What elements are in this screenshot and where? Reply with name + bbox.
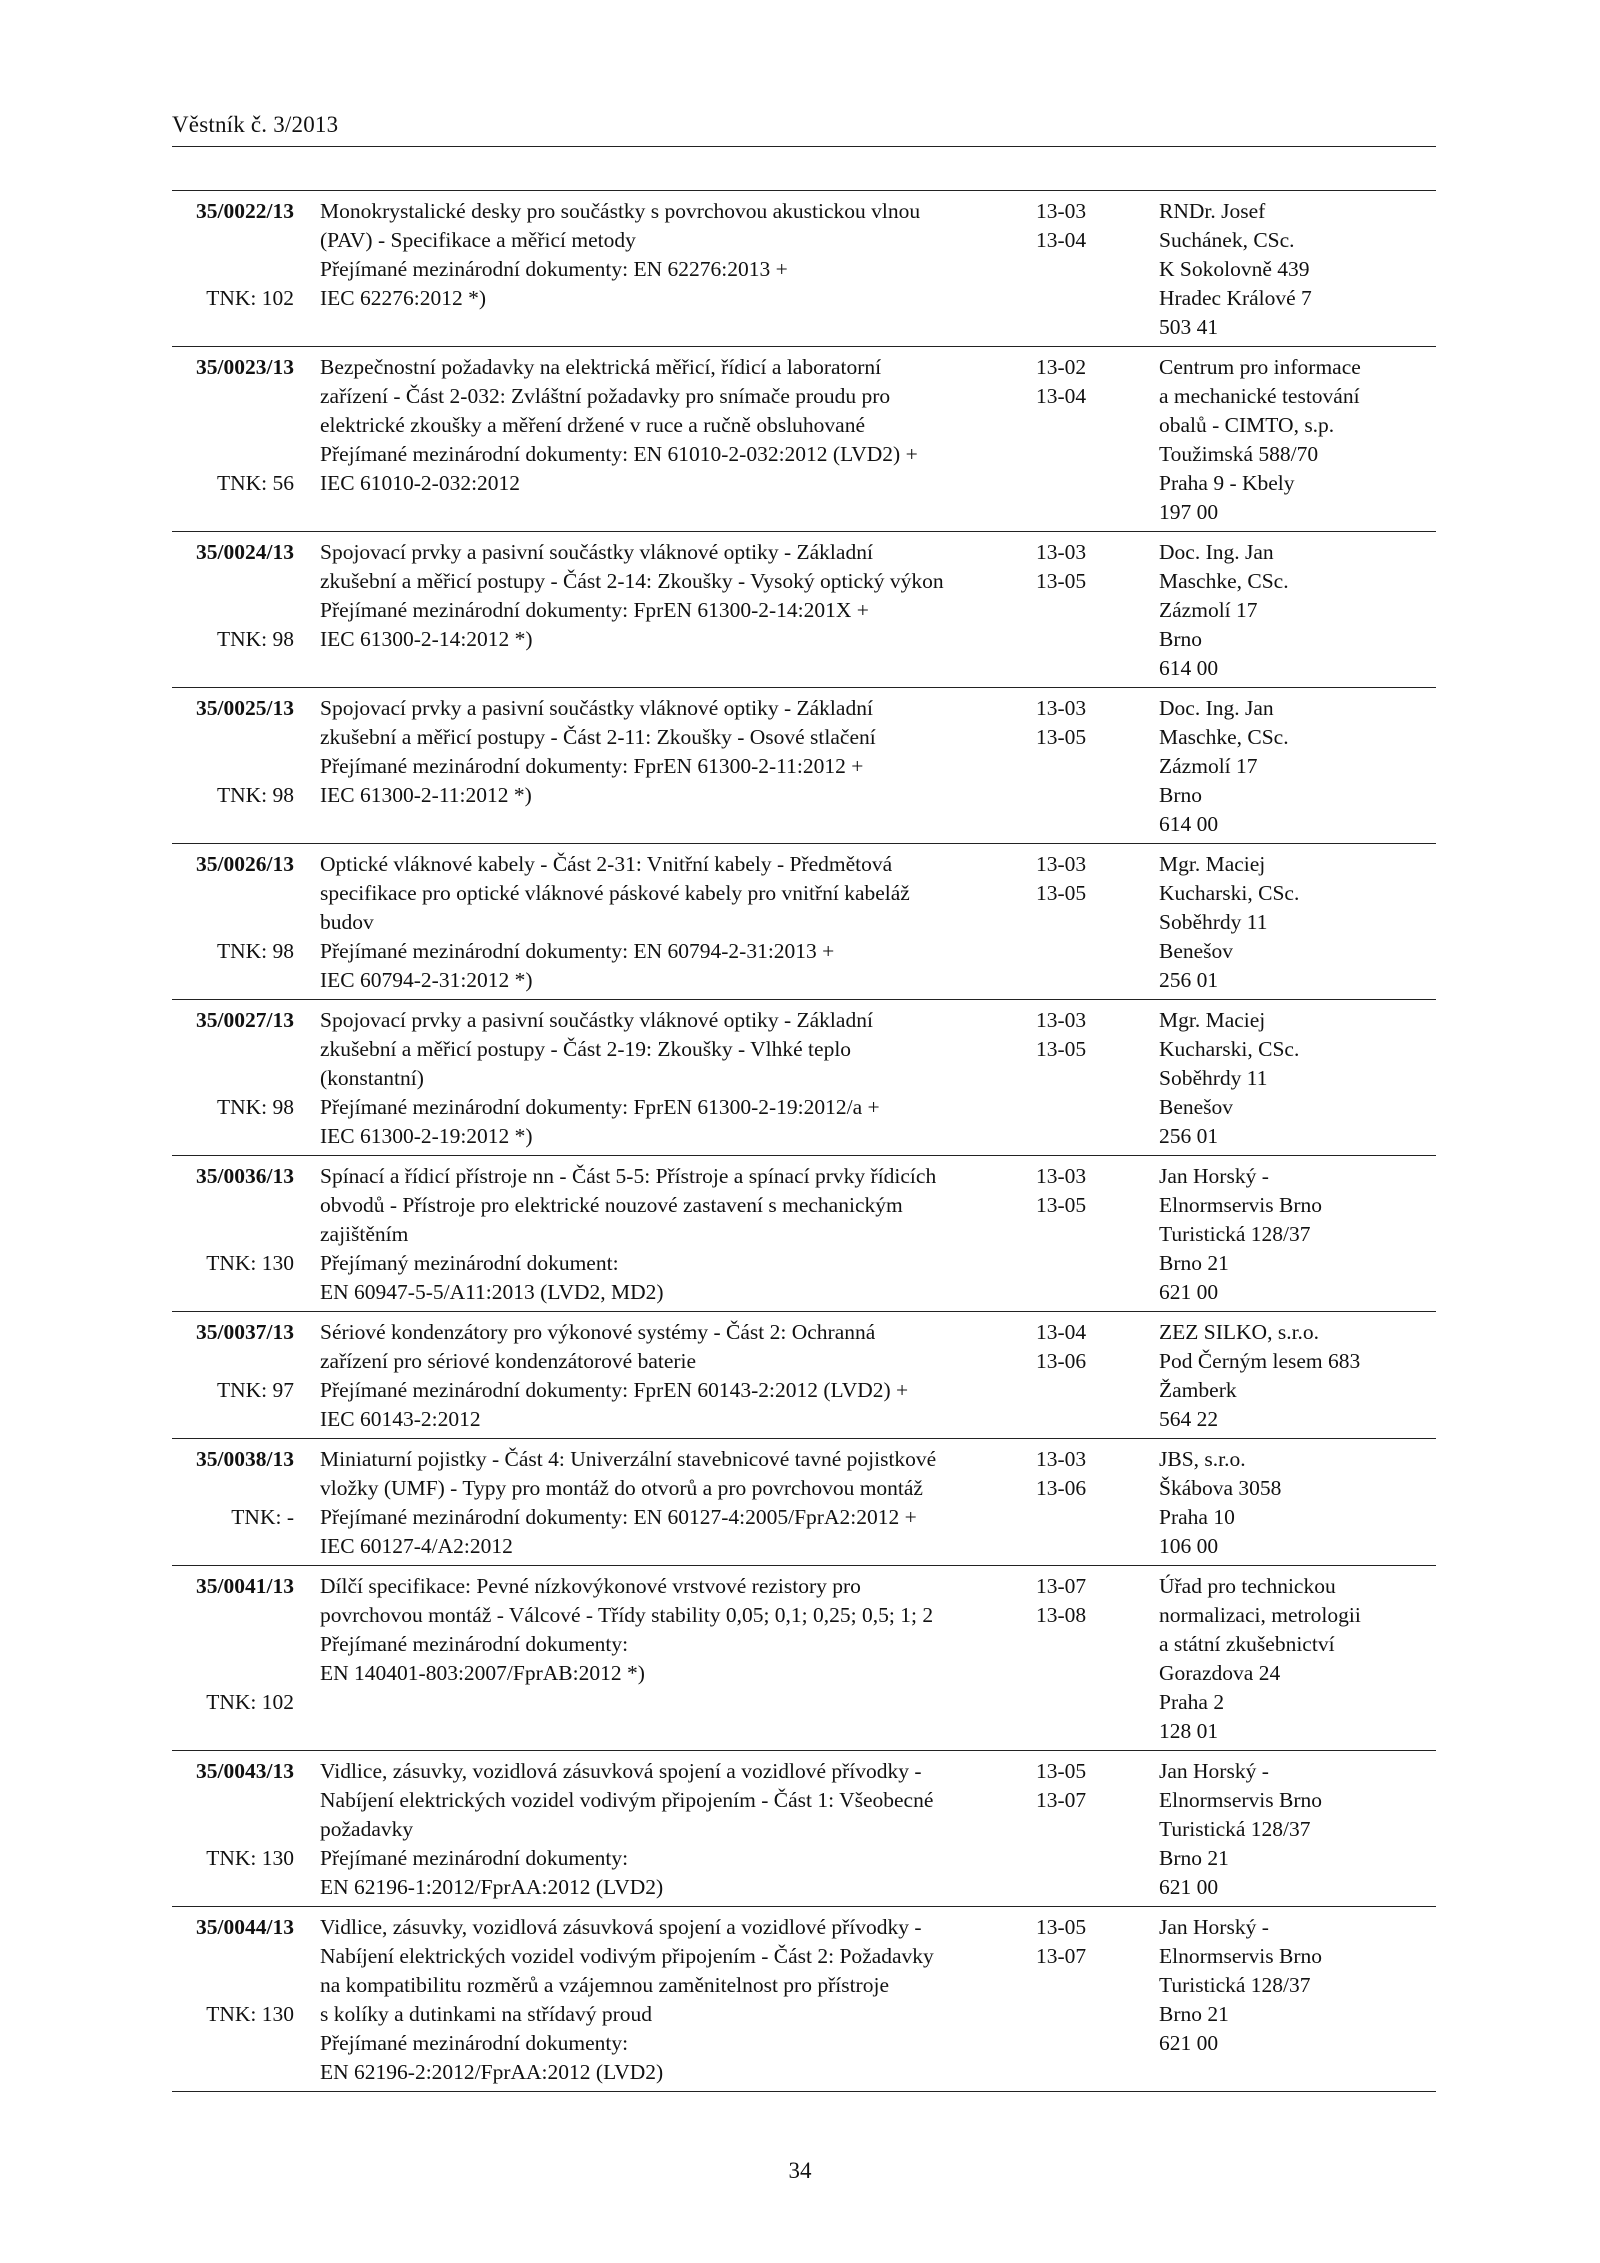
- responsible-line: 256 01: [1159, 968, 1219, 992]
- entry-id-cell: [172, 1445, 306, 1561]
- header-rule: [172, 146, 1436, 147]
- date-code: 13-03: [1036, 1447, 1087, 1471]
- entry-title-cell: [306, 1318, 1036, 1434]
- entry-number: 35/0043/13: [196, 1759, 294, 1783]
- entry-number: 35/0024/13: [196, 540, 294, 564]
- responsible-line: 614 00: [1159, 656, 1219, 680]
- title-line: Monokrystalické desky pro součástky s povrchovou akustickou vlnou: [320, 199, 921, 223]
- title-line: EN 62196-1:2012/FprAA:2012 (LVD2): [320, 1875, 664, 1899]
- responsible-line: Zázmolí 17: [1159, 754, 1258, 778]
- responsible-line: Zázmolí 17: [1159, 598, 1258, 622]
- entry-dates-cell: [1036, 1162, 1159, 1307]
- entry-id-cell: [172, 1162, 306, 1307]
- table-row: [172, 688, 1436, 844]
- tnk-label: TNK: 98: [216, 1095, 294, 1119]
- table-row: [172, 844, 1436, 1000]
- entry-id-cell: [172, 850, 306, 995]
- entry-title-cell: [306, 353, 1036, 527]
- title-line: Spojovací prvky a pasivní součástky vláknové optiky - Základní: [320, 540, 873, 564]
- entry-dates-cell: [1036, 1757, 1159, 1902]
- entry-responsible-cell: [1159, 850, 1436, 995]
- entry-id-cell: [172, 1006, 306, 1151]
- entry-title-cell: [306, 1445, 1036, 1561]
- responsible-line: Turistická 128/37: [1159, 1817, 1311, 1841]
- title-line: Přejímané mezinárodní dokumenty:: [320, 2031, 629, 2055]
- title-line: s kolíky a dutinkami na střídavý proud: [320, 2002, 653, 2026]
- entry-title-cell: [306, 1757, 1036, 1902]
- responsible-line: 106 00: [1159, 1534, 1219, 1558]
- date-code: 13-04: [1036, 1320, 1087, 1344]
- responsible-line: Úřad pro technickou: [1159, 1574, 1336, 1598]
- title-line: IEC 62276:2012 *): [320, 286, 487, 310]
- entry-responsible-cell: [1159, 1913, 1436, 2087]
- date-code: 13-03: [1036, 696, 1087, 720]
- entry-id-cell: [172, 197, 306, 342]
- title-line: IEC 61300-2-11:2012 *): [320, 783, 532, 807]
- responsible-line: Žamberk: [1159, 1378, 1237, 1402]
- table-row: [172, 1156, 1436, 1312]
- responsible-line: Pod Černým lesem 683: [1159, 1349, 1361, 1373]
- tnk-label: TNK: 98: [216, 939, 294, 963]
- responsible-line: 564 22: [1159, 1407, 1219, 1431]
- title-line: Přejímané mezinárodní dokumenty: FprEN 61300-2-11:2012 +: [320, 754, 864, 778]
- entry-number: 35/0038/13: [196, 1447, 294, 1471]
- title-line: zkušební a měřicí postupy - Část 2-14: Zkoušky - Vysoký optický výkon: [320, 569, 944, 593]
- title-line: Nabíjení elektrických vozidel vodivým připojením - Část 2: Požadavky: [320, 1944, 934, 1968]
- table-row: [172, 347, 1436, 532]
- responsible-line: 256 01: [1159, 1124, 1219, 1148]
- title-line: Spojovací prvky a pasivní součástky vláknové optiky - Základní: [320, 1008, 873, 1032]
- responsible-line: Elnormservis Brno: [1159, 1944, 1323, 1968]
- title-line: Miniaturní pojistky - Část 4: Univerzální stavebnicové tavné pojistkové: [320, 1447, 937, 1471]
- entry-number: 35/0037/13: [196, 1320, 294, 1344]
- entry-title-cell: [306, 694, 1036, 839]
- title-line: Optické vláknové kabely - Část 2-31: Vnitřní kabely - Předmětová: [320, 852, 893, 876]
- responsible-line: Brno: [1159, 783, 1202, 807]
- title-line: Vidlice, zásuvky, vozidlová zásuvková spojení a vozidlové přívodky -: [320, 1915, 922, 1939]
- date-code: 13-05: [1036, 569, 1087, 593]
- date-code: 13-05: [1036, 1915, 1087, 1939]
- responsible-line: Doc. Ing. Jan: [1159, 696, 1274, 720]
- responsible-line: 197 00: [1159, 500, 1219, 524]
- responsible-line: Elnormservis Brno: [1159, 1788, 1323, 1812]
- running-header: Věstník č. 3/2013: [172, 112, 339, 137]
- entry-id-cell: [172, 538, 306, 683]
- entry-responsible-cell: [1159, 1162, 1436, 1307]
- responsible-line: Maschke, CSc.: [1159, 569, 1289, 593]
- title-line: obvodů - Přístroje pro elektrické nouzové zastavení s mechanickým: [320, 1193, 903, 1217]
- title-line: Bezpečnostní požadavky na elektrická měřicí, řídicí a laboratorní: [320, 355, 882, 379]
- title-line: Přejímané mezinárodní dokumenty: EN 62276:2013 +: [320, 257, 788, 281]
- table-row: [172, 1566, 1436, 1751]
- title-line: Přejímané mezinárodní dokumenty: FprEN 60143-2:2012 (LVD2) +: [320, 1378, 909, 1402]
- responsible-line: Soběhrdy 11: [1159, 1066, 1268, 1090]
- responsible-line: Škábova 3058: [1159, 1476, 1282, 1500]
- entry-dates-cell: [1036, 1318, 1159, 1434]
- entry-number: 35/0041/13: [196, 1574, 294, 1598]
- title-line: elektrické zkoušky a měření držené v ruce a ručně obsluhované: [320, 413, 866, 437]
- entries-table: [172, 190, 1436, 2092]
- responsible-line: Gorazdova 24: [1159, 1661, 1281, 1685]
- entry-number: 35/0023/13: [196, 355, 294, 379]
- responsible-line: Turistická 128/37: [1159, 1973, 1311, 1997]
- entry-responsible-cell: [1159, 538, 1436, 683]
- title-line: Nabíjení elektrických vozidel vodivým připojením - Část 1: Všeobecné: [320, 1788, 934, 1812]
- title-line: vložky (UMF) - Typy pro montáž do otvorů a pro povrchovou montáž: [320, 1476, 923, 1500]
- entry-dates-cell: [1036, 850, 1159, 995]
- date-code: 13-03: [1036, 852, 1087, 876]
- entry-title-cell: [306, 538, 1036, 683]
- table-row: [172, 1439, 1436, 1566]
- title-line: EN 60947-5-5/A11:2013 (LVD2, MD2): [320, 1280, 664, 1304]
- title-line: Přejímané mezinárodní dokumenty: EN 60794-2-31:2013 +: [320, 939, 835, 963]
- date-code: 13-05: [1036, 1759, 1087, 1783]
- responsible-line: Brno 21: [1159, 2002, 1229, 2026]
- tnk-label: TNK: 56: [216, 471, 294, 495]
- responsible-line: Mgr. Maciej: [1159, 1008, 1266, 1032]
- responsible-line: Benešov: [1159, 939, 1234, 963]
- tnk-label: TNK: 130: [206, 1846, 294, 1870]
- date-code: 13-03: [1036, 540, 1087, 564]
- title-line: na kompatibilitu rozměrů a vzájemnou zaměnitelnost pro přístroje: [320, 1973, 889, 1997]
- date-code: 13-07: [1036, 1944, 1087, 1968]
- responsible-line: 128 01: [1159, 1719, 1219, 1743]
- entry-title-cell: [306, 1913, 1036, 2087]
- responsible-line: Jan Horský -: [1159, 1915, 1269, 1939]
- responsible-line: 621 00: [1159, 1875, 1219, 1899]
- responsible-line: 614 00: [1159, 812, 1219, 836]
- responsible-line: Suchánek, CSc.: [1159, 228, 1295, 252]
- responsible-line: Mgr. Maciej: [1159, 852, 1266, 876]
- date-code: 13-08: [1036, 1603, 1087, 1627]
- title-line: EN 62196-2:2012/FprAA:2012 (LVD2): [320, 2060, 664, 2084]
- tnk-label: TNK: 102: [206, 1690, 294, 1714]
- date-code: 13-05: [1036, 1037, 1087, 1061]
- title-line: Spojovací prvky a pasivní součástky vláknové optiky - Základní: [320, 696, 873, 720]
- entry-number: 35/0026/13: [196, 852, 294, 876]
- table-row: [172, 1312, 1436, 1439]
- date-code: 13-04: [1036, 228, 1087, 252]
- table-row: [172, 1907, 1436, 2092]
- title-line: Přejímané mezinárodní dokumenty: EN 61010-2-032:2012 (LVD2) +: [320, 442, 918, 466]
- title-line: specifikace pro optické vláknové páskové kabely pro vnitřní kabeláž: [320, 881, 910, 905]
- date-code: 13-05: [1036, 881, 1087, 905]
- entry-dates-cell: [1036, 1913, 1159, 2087]
- title-line: budov: [320, 910, 374, 934]
- title-line: zajištěním: [320, 1222, 409, 1246]
- title-line: Přejímané mezinárodní dokumenty: FprEN 61300-2-14:201X +: [320, 598, 869, 622]
- responsible-line: Brno 21: [1159, 1846, 1229, 1870]
- responsible-line: K Sokolovně 439: [1159, 257, 1310, 281]
- entry-responsible-cell: [1159, 1006, 1436, 1151]
- responsible-line: RNDr. Josef: [1159, 199, 1266, 223]
- tnk-label: TNK: 130: [206, 2002, 294, 2026]
- tnk-label: TNK: 130: [206, 1251, 294, 1275]
- responsible-line: a státní zkušebnictví: [1159, 1632, 1335, 1656]
- responsible-line: 621 00: [1159, 1280, 1219, 1304]
- responsible-line: Doc. Ing. Jan: [1159, 540, 1274, 564]
- entry-responsible-cell: [1159, 1757, 1436, 1902]
- page-number: 34: [788, 2158, 812, 2183]
- responsible-line: a mechanické testování: [1159, 384, 1360, 408]
- title-line: EN 140401-803:2007/FprAB:2012 *): [320, 1661, 645, 1685]
- date-code: 13-07: [1036, 1788, 1087, 1812]
- responsible-line: 503 41: [1159, 315, 1219, 339]
- responsible-line: obalů - CIMTO, s.p.: [1159, 413, 1335, 437]
- title-line: povrchovou montáž - Válcové - Třídy stability 0,05; 0,1; 0,25; 0,5; 1; 2: [320, 1603, 934, 1627]
- table-row: [172, 1751, 1436, 1907]
- responsible-line: ZEZ SILKO, s.r.o.: [1159, 1320, 1320, 1344]
- title-line: (konstantní): [320, 1066, 424, 1090]
- entry-responsible-cell: [1159, 694, 1436, 839]
- date-code: 13-05: [1036, 1193, 1087, 1217]
- responsible-line: 621 00: [1159, 2031, 1219, 2055]
- tnk-label: TNK: -: [231, 1505, 294, 1529]
- responsible-line: Brno 21: [1159, 1251, 1229, 1275]
- title-line: zařízení pro sériové kondenzátorové baterie: [320, 1349, 697, 1373]
- entry-id-cell: [172, 1913, 306, 2087]
- table-row: [172, 1000, 1436, 1156]
- entry-dates-cell: [1036, 353, 1159, 527]
- responsible-line: Toužimská 588/70: [1159, 442, 1319, 466]
- title-line: Přejímané mezinárodní dokumenty:: [320, 1846, 629, 1870]
- entry-dates-cell: [1036, 1572, 1159, 1746]
- entry-id-cell: [172, 1572, 306, 1746]
- entry-number: 35/0027/13: [196, 1008, 294, 1032]
- date-code: 13-02: [1036, 355, 1087, 379]
- responsible-line: Praha 2: [1159, 1690, 1225, 1714]
- title-line: (PAV) - Specifikace a měřicí metody: [320, 228, 636, 252]
- entry-responsible-cell: [1159, 1318, 1436, 1434]
- tnk-label: TNK: 102: [206, 286, 294, 310]
- responsible-line: Soběhrdy 11: [1159, 910, 1268, 934]
- entry-dates-cell: [1036, 694, 1159, 839]
- entry-title-cell: [306, 850, 1036, 995]
- title-line: Přejímané mezinárodní dokumenty:: [320, 1632, 629, 1656]
- date-code: 13-03: [1036, 199, 1087, 223]
- entry-dates-cell: [1036, 1006, 1159, 1151]
- responsible-line: normalizaci, metrologii: [1159, 1603, 1361, 1627]
- entry-dates-cell: [1036, 197, 1159, 342]
- entry-dates-cell: [1036, 1445, 1159, 1561]
- responsible-line: Elnormservis Brno: [1159, 1193, 1323, 1217]
- responsible-line: Jan Horský -: [1159, 1759, 1269, 1783]
- title-line: IEC 60127-4/A2:2012: [320, 1534, 513, 1558]
- entry-number: 35/0044/13: [196, 1915, 294, 1939]
- date-code: 13-03: [1036, 1164, 1087, 1188]
- entry-responsible-cell: [1159, 197, 1436, 342]
- title-line: Spínací a řídicí přístroje nn - Část 5-5: Přístroje a spínací prvky řídicích: [320, 1164, 937, 1188]
- responsible-line: Jan Horský -: [1159, 1164, 1269, 1188]
- tnk-label: TNK: 97: [216, 1378, 294, 1402]
- entry-responsible-cell: [1159, 1572, 1436, 1746]
- entry-number: 35/0025/13: [196, 696, 294, 720]
- table-row: [172, 191, 1436, 347]
- title-line: Sériové kondenzátory pro výkonové systémy - Část 2: Ochranná: [320, 1320, 876, 1344]
- date-code: 13-04: [1036, 384, 1087, 408]
- title-line: IEC 60143-2:2012: [320, 1407, 481, 1431]
- responsible-line: Kucharski, CSc.: [1159, 881, 1300, 905]
- responsible-line: Praha 10: [1159, 1505, 1235, 1529]
- entry-id-cell: [172, 353, 306, 527]
- entry-responsible-cell: [1159, 353, 1436, 527]
- title-line: IEC 61010-2-032:2012: [320, 471, 521, 495]
- entry-title-cell: [306, 197, 1036, 342]
- responsible-line: Turistická 128/37: [1159, 1222, 1311, 1246]
- date-code: 13-06: [1036, 1476, 1087, 1500]
- title-line: Vidlice, zásuvky, vozidlová zásuvková spojení a vozidlové přívodky -: [320, 1759, 922, 1783]
- title-line: Přejímaný mezinárodní dokument:: [320, 1251, 619, 1275]
- title-line: zkušební a měřicí postupy - Část 2-11: Zkoušky - Osové stlačení: [320, 725, 876, 749]
- responsible-line: Praha 9 - Kbely: [1159, 471, 1295, 495]
- responsible-line: JBS, s.r.o.: [1159, 1447, 1246, 1471]
- responsible-line: Benešov: [1159, 1095, 1234, 1119]
- entry-id-cell: [172, 1318, 306, 1434]
- title-line: IEC 61300-2-14:2012 *): [320, 627, 533, 651]
- title-line: Přejímané mezinárodní dokumenty: FprEN 61300-2-19:2012/a +: [320, 1095, 880, 1119]
- table-row: [172, 532, 1436, 688]
- title-line: Dílčí specifikace: Pevné nízkovýkonové vrstvové rezistory pro: [320, 1574, 861, 1598]
- title-line: IEC 61300-2-19:2012 *): [320, 1124, 533, 1148]
- responsible-line: Brno: [1159, 627, 1202, 651]
- entry-responsible-cell: [1159, 1445, 1436, 1561]
- entry-title-cell: [306, 1572, 1036, 1746]
- entry-number: 35/0036/13: [196, 1164, 294, 1188]
- date-code: 13-03: [1036, 1008, 1087, 1032]
- entry-title-cell: [306, 1162, 1036, 1307]
- responsible-line: Hradec Králové 7: [1159, 286, 1312, 310]
- date-code: 13-07: [1036, 1574, 1087, 1598]
- entry-dates-cell: [1036, 538, 1159, 683]
- title-line: IEC 60794-2-31:2012 *): [320, 968, 533, 992]
- tnk-label: TNK: 98: [216, 627, 294, 651]
- title-line: požadavky: [320, 1817, 414, 1841]
- title-line: zkušební a měřicí postupy - Část 2-19: Zkoušky - Vlhké teplo: [320, 1037, 852, 1061]
- entry-id-cell: [172, 1757, 306, 1902]
- responsible-line: Kucharski, CSc.: [1159, 1037, 1300, 1061]
- tnk-label: TNK: 98: [216, 783, 294, 807]
- responsible-line: Centrum pro informace: [1159, 355, 1361, 379]
- title-line: zařízení - Část 2-032: Zvláštní požadavky pro snímače proudu pro: [320, 384, 891, 408]
- title-line: Přejímané mezinárodní dokumenty: EN 60127-4:2005/FprA2:2012 +: [320, 1505, 917, 1529]
- date-code: 13-06: [1036, 1349, 1087, 1373]
- entry-id-cell: [172, 694, 306, 839]
- date-code: 13-05: [1036, 725, 1087, 749]
- entry-number: 35/0022/13: [196, 199, 294, 223]
- entry-title-cell: [306, 1006, 1036, 1151]
- responsible-line: Maschke, CSc.: [1159, 725, 1289, 749]
